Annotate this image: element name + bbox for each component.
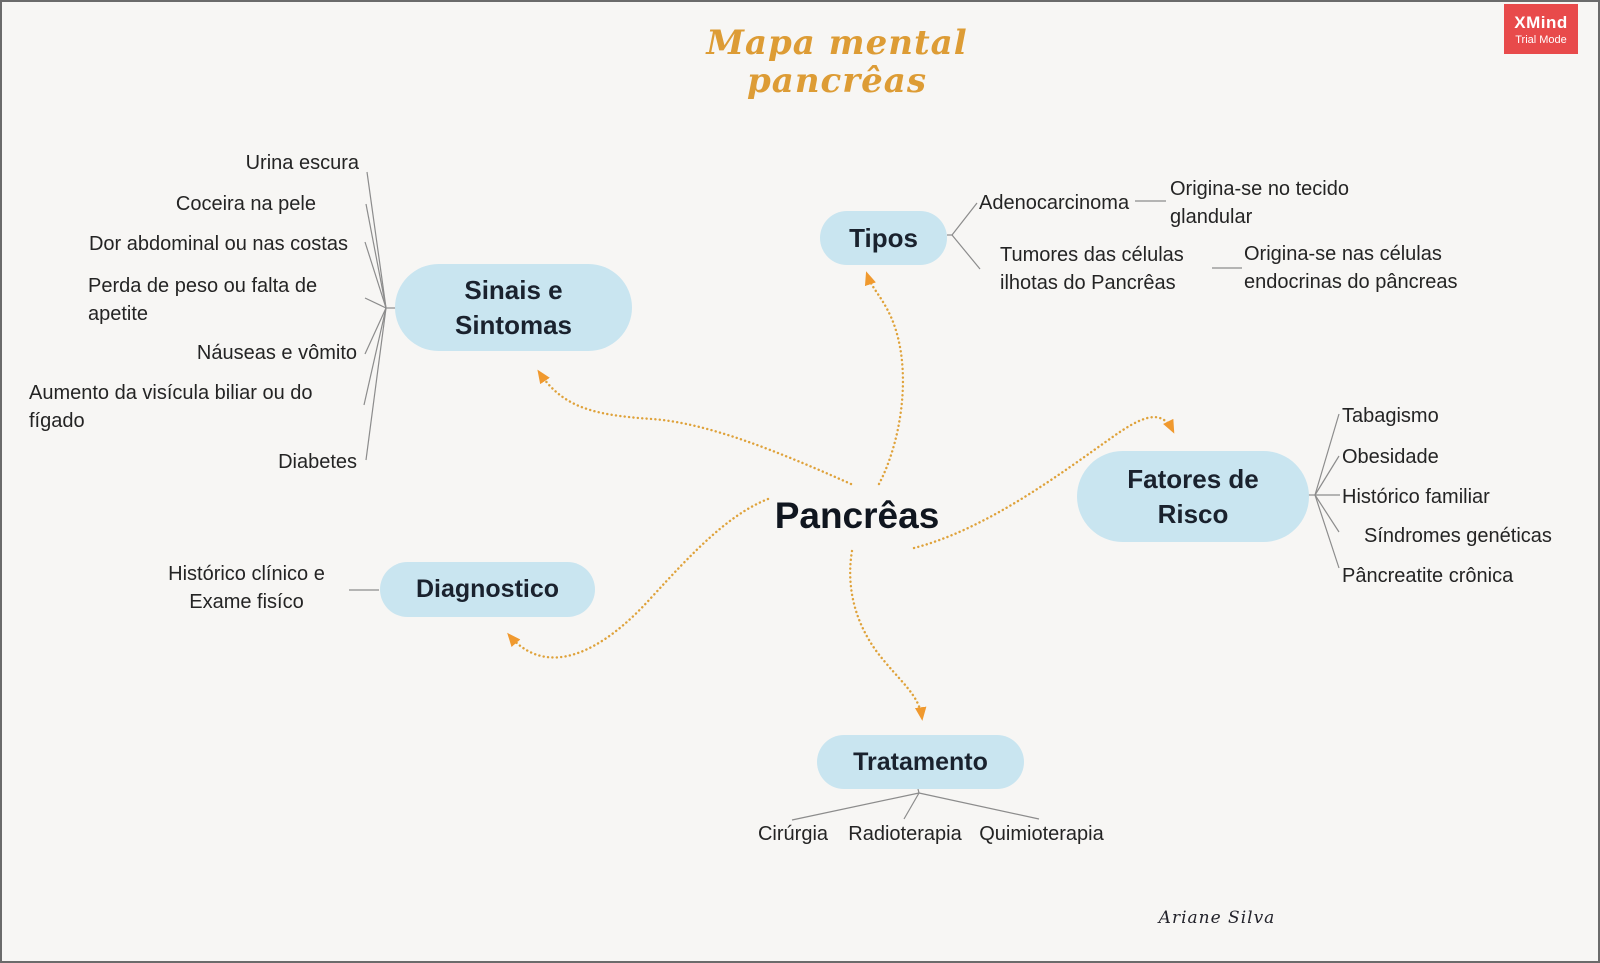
map-title[interactable] [637,24,1037,100]
leaf-adenocarcinoma[interactable]: Adenocarcinoma [979,192,1130,214]
leaf-tabagismo[interactable]: Tabagismo [1342,405,1439,427]
leaf-perda-peso[interactable]: Perda de peso ou falta de apetite [88,275,318,325]
leaf-dor-abdominal[interactable]: Dor abdominal ou nas costas [88,233,348,255]
leaf-historico-clinico[interactable]: Histórico clínico e Exame fisíco [168,563,325,613]
author-signature[interactable]: Ariane Silva [1158,908,1276,928]
arrow-to-sinais [539,372,851,484]
leaf-tumores-celulas-ilhotas[interactable]: Tumores das células ilhotas do Pancrêas [1000,244,1184,294]
topic-sinais-sintomas[interactable] [395,264,632,351]
topic-fatores-risco-label: Fatores de Risco [1127,463,1259,529]
leaf-origina-celulas-endocrinas[interactable]: Origina-se nas células endocrinas do pâncreas [1244,243,1458,293]
arrow-to-tratamento [850,551,922,718]
leaf-coceira-pele[interactable]: Coceira na pele [175,193,316,215]
topic-sinais-sintomas-label: Sinais e Sintomas [454,274,573,340]
topic-diagnostico-label: Diagnostico [415,575,560,603]
topic-tipos-label: Tipos [849,222,918,253]
map-title-line1: Mapa mental [706,23,968,63]
leaf-diabetes[interactable]: Diabetes [278,451,357,473]
leaf-aumento-vesicula[interactable]: Aumento da visícula biliar ou do fígado [29,382,313,432]
leaf-pancreatite-cronica[interactable]: Pâncreatite crônica [1342,565,1514,587]
topic-tratamento[interactable] [817,735,1024,789]
map-title-line2: pancrêas [747,61,927,101]
leaf-origina-tecido-glandular[interactable]: Origina-se no tecido glandular [1170,178,1349,228]
topic-tratamento-label: Tratamento [853,747,988,776]
trial-mode-label: Trial Mode [1515,33,1567,46]
leaf-historico-familiar[interactable]: Histórico familiar [1342,486,1490,508]
leaf-sindromes-geneticas[interactable]: Síndromes genéticas [1364,525,1552,547]
xmind-trial-badge [1504,4,1578,54]
topic-fatores-risco[interactable] [1077,451,1309,542]
xmind-logo-text: XMind [1514,12,1568,32]
arrow-to-tipos [867,274,903,484]
leaf-radioterapia[interactable]: Radioterapia [848,823,962,845]
leaf-nauseas-vomito[interactable]: Náuseas e vômito [196,342,357,364]
topic-diagnostico[interactable] [380,562,595,617]
leaf-cirurgia[interactable]: Cirúrgia [757,823,829,845]
leaf-urina-escura[interactable]: Urina escura [245,152,359,174]
topic-tipos[interactable] [820,211,947,265]
central-topic[interactable]: Pancrêas [774,495,940,536]
leaf-obesidade[interactable]: Obesidade [1342,446,1439,468]
leaf-quimioterapia[interactable]: Quimioterapia [979,823,1104,845]
